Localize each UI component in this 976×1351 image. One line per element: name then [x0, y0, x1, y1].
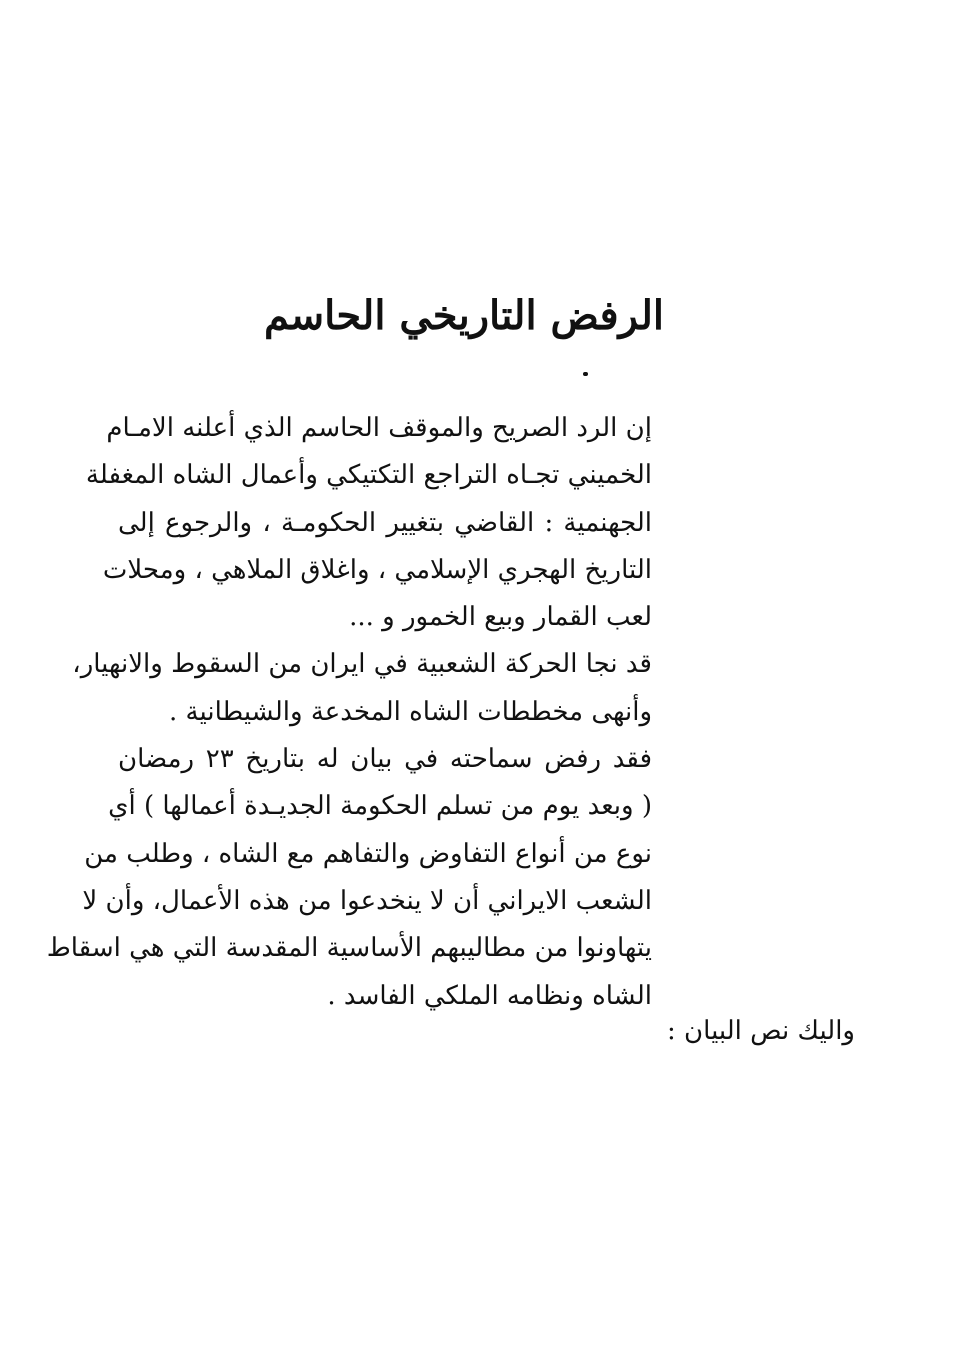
text-line: فقد رفض سماحته في بيان له بتاريخ ٢٣ رمضان	[118, 744, 652, 775]
text-line: إن الرد الصريح والموقف الحاسم الذي أعلنه الامـام	[106, 413, 652, 443]
text-line: الشعب الايراني أن لا ينخدعوا من هذه الأعمال، وأن لا	[82, 885, 652, 916]
text-line: قد نجا الحركة الشعبية في ايران من السقوط والانهيار،	[72, 649, 652, 680]
closing-line: واليك نص البيان :	[667, 1016, 855, 1046]
text-line: التاريخ الهجري الإسلامي ، واغلاق الملاهي ، ومحلات	[102, 554, 652, 585]
text-line: الجهنمية : القاضي بتغيير الحكومـة ، والرجوع إلى	[118, 507, 652, 538]
text-line: الشاه ونظامه الملكي الفاسد .	[327, 980, 652, 1011]
text-line: لعب القمار وبيع الخمور و ...	[349, 602, 652, 633]
page-title: الرفض التاريخي الحاسم	[264, 292, 664, 339]
text-line: نوع من أنواع التفاوض والتفاهم مع الشاه ، وطلب من	[84, 838, 652, 869]
body-paragraphs	[46, 405, 652, 1020]
text-line: وأنهى مخططات الشاه المخدعة والشيطانية .	[169, 696, 652, 727]
text-line: الخميني تجـاه التراجع التكتيكي وأعمال الشاه المغفلة	[85, 460, 652, 491]
decorative-dot	[583, 372, 588, 376]
text-line: ( وبعد يوم من تسلم الحكومة الجديـدة أعمالها ) أي	[108, 791, 652, 822]
text-line: يتهاونوا من مطاليبهم الأساسية المقدسة التي هي اسقاط	[46, 933, 652, 964]
